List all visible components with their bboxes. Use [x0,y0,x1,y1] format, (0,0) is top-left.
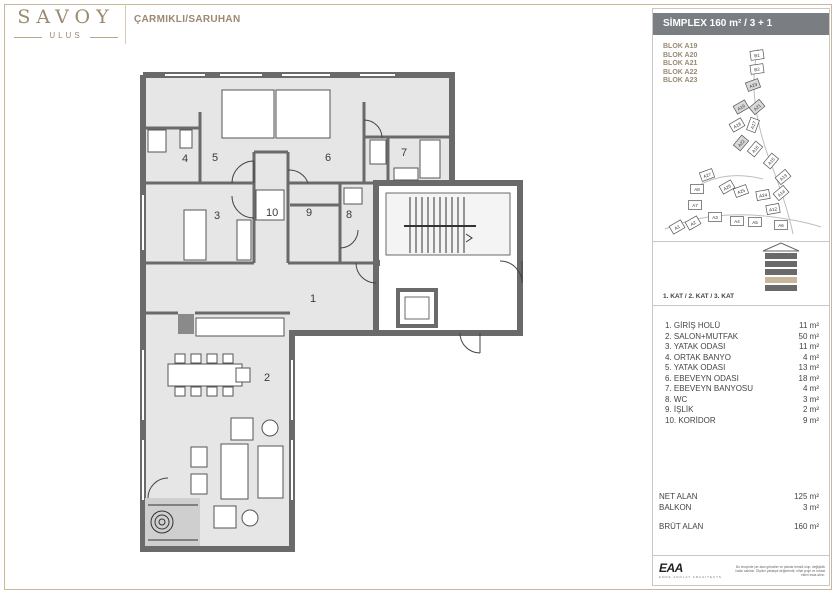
block-item: BLOK A20 [663,51,698,59]
area-name: NET ALAN [659,492,698,501]
room-row [665,416,819,427]
room-label-2: 2 [264,372,271,384]
room-label-9: 9 [306,207,313,219]
site-block-marker [733,185,748,198]
site-block-marker [685,216,701,230]
site-block-marker [733,100,749,114]
site-map [653,39,829,239]
site-block-label: A17 [749,120,758,130]
room-row [665,363,819,374]
room-row [665,384,819,395]
site-blocks [669,50,791,235]
block-item: BLOK A23 [663,77,698,85]
site-block-marker [747,117,760,132]
site-block-marker [750,64,764,75]
site-block-label: A22 [736,138,746,148]
site-block-marker [731,217,744,226]
room-label-5: 5 [212,152,219,164]
site-block-label: A15 [766,156,776,166]
brand-sub: ULUS [49,31,83,40]
room-name: 5. YATAK ODASI [665,363,726,372]
site-block-marker [750,50,764,61]
site-block-label: A26 [722,183,732,192]
site-block-label: B2 [753,66,761,73]
unit-info-panel [652,8,830,586]
site-block-marker [775,221,788,230]
site-block-label: A2 [689,219,697,227]
room-area: 11 m² [799,342,819,351]
brand-name: SAVOY [17,6,115,28]
room-area: 11 m² [799,321,819,330]
building-elevation [761,241,801,293]
site-block-marker [749,99,765,114]
room-area: 9 m² [803,415,819,425]
room-name: 1. GİRİŞ HOLÜ [665,321,721,330]
room-row [665,395,819,406]
site-block-label: A5 [752,220,758,225]
site-block-label: A4 [734,219,740,224]
site-block-label: A13 [778,172,788,182]
disclaimer-text: Bu broşürde yer alan görseller ve planlar temsili olup, değişiklik hakkı saklıdır. Ölçüler yaklaşık değerlerdir; nihai proje ve ruhsat ekleri esas alınır. [735,565,825,577]
site-block-marker [669,220,685,234]
room-area: 3 m² [803,394,819,404]
block-item: BLOK A21 [663,60,698,68]
room-name: 9. İŞLİK [665,405,694,414]
site-block-label: A27 [702,171,712,180]
unit-title: SİMPLEX 160 m² / 3 + 1 [653,13,829,35]
site-block-marker [733,135,748,151]
site-block-label: B1 [753,52,761,59]
architect-logo: EAA [659,561,683,575]
site-block-label: A16 [750,144,760,154]
area-name: BALKON [659,503,692,512]
room-row [665,374,819,385]
site-block-label: A3 [712,215,718,220]
area-row [659,521,819,532]
room-row [665,342,819,353]
site-block-label: A8 [694,187,700,192]
room-row [665,353,819,364]
room-label-1: 1 [310,293,317,305]
room-area: 2 m² [803,405,819,414]
room-name: 10. KORİDOR [665,415,716,425]
location-title: ÇARMIKLI/SARUHAN [134,14,241,25]
room-label-6: 6 [325,152,332,164]
room-row [665,332,819,343]
room-area: 4 m² [803,384,819,393]
site-block-marker [689,201,702,210]
site-block-marker [747,141,762,157]
area-value: 160 m² [794,522,819,531]
site-block-marker [729,118,745,132]
room-name: 7. EBEVEYN BANYOSU [665,384,754,393]
room-name: 3. YATAK ODASI [665,342,726,351]
block-item: BLOK A22 [663,68,698,76]
site-block-label: A7 [692,203,698,208]
room-area: 18 m² [798,373,819,383]
site-block-marker [691,185,704,194]
room-name: 4. ORTAK BANYO [665,352,731,362]
site-block-label: A25 [736,187,746,196]
panel-divider [653,305,829,306]
block-item: BLOK A19 [663,43,698,50]
stair-core [376,183,520,333]
area-value: 125 m² [794,492,819,501]
room-row [665,321,819,332]
site-block-label: A21 [752,102,762,112]
room-label-8: 8 [346,209,353,221]
room-area: 4 m² [803,352,819,362]
site-block-marker [745,79,760,92]
room-name: 2. SALON+MUTFAK [665,331,739,341]
site-block-marker [766,203,780,214]
site-block-marker [749,218,762,227]
panel-divider [653,241,829,242]
site-block-marker [756,189,770,200]
architect-name: EMRE AROLAT ARCHITECTS [659,575,722,579]
site-block-marker [709,213,722,222]
site-block-label: A19 [736,103,746,112]
area-row [659,491,819,502]
panel-divider [653,555,829,556]
room-row [665,405,819,416]
room-label-3: 3 [214,210,221,222]
room-area: 50 m² [798,331,819,341]
site-block-label: A6 [778,223,784,228]
site-block-marker [719,180,735,194]
room-label-7: 7 [401,147,408,159]
area-name: BRÜT ALAN [659,522,704,531]
room-label-4: 4 [182,153,189,165]
floor-levels: 1. KAT / 2. KAT / 3. KAT [663,293,735,300]
room-name: 8. WC [665,394,688,404]
site-block-label: A14 [776,188,786,198]
site-block-label: A18 [732,121,742,130]
area-value: 3 m² [803,503,819,512]
site-block-label: A12 [768,206,778,213]
room-schedule [665,321,819,426]
area-row [659,502,819,513]
site-block-label: A1 [673,223,681,231]
room-label-10: 10 [266,207,279,219]
site-block-marker [763,153,778,169]
room-area: 13 m² [798,363,819,372]
site-block-label: A24 [758,192,768,199]
site-block-label: A23 [748,81,758,90]
site-block-marker [773,185,789,200]
room-name: 6. EBEVEYN ODASI [665,373,739,383]
area-summary [659,491,819,532]
